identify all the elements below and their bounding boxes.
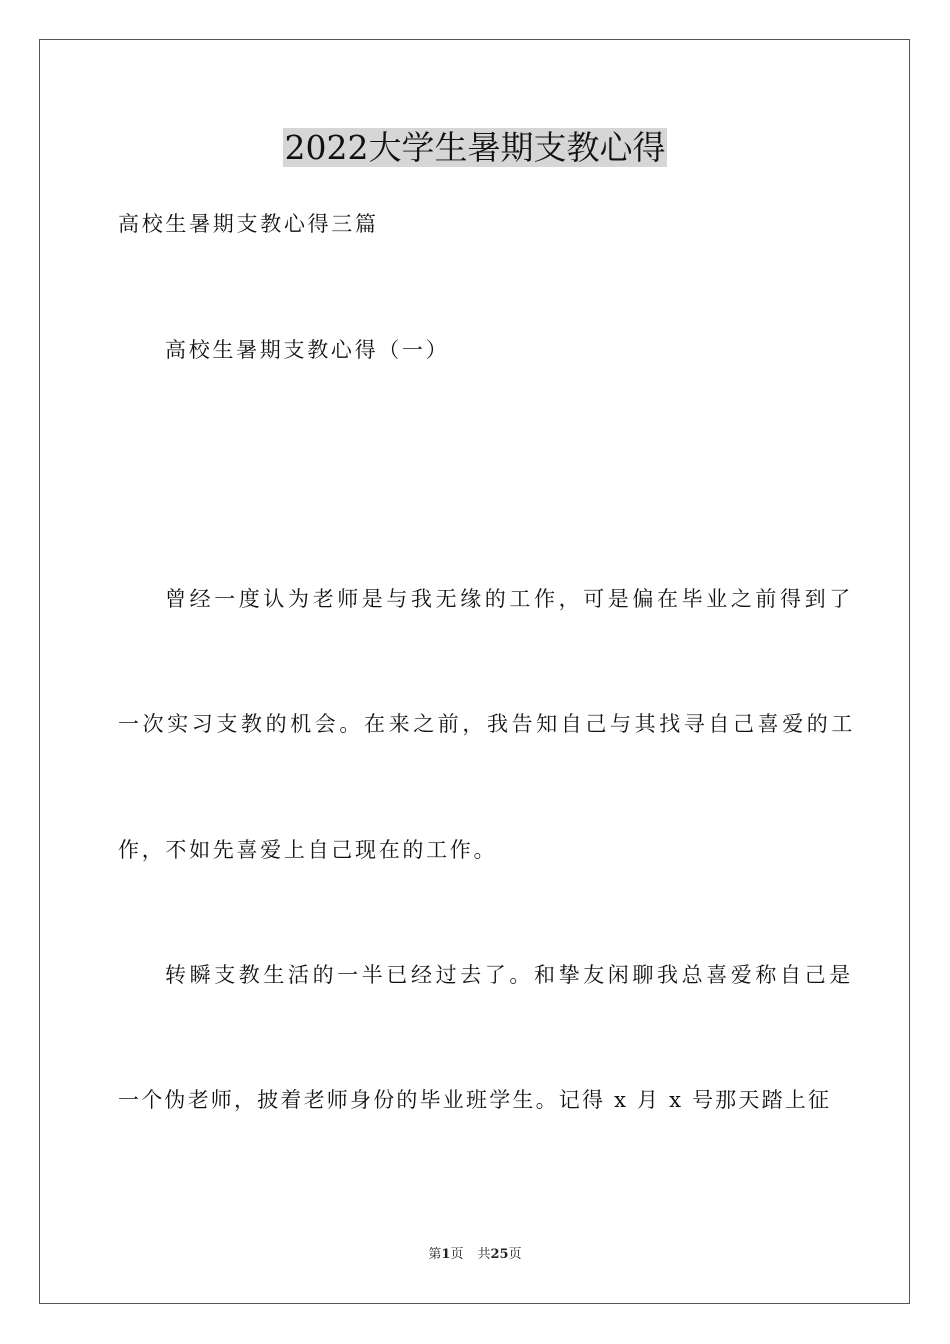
paragraph-line: 一次实习支教的机会。在来之前，我告知自己与其找寻自己喜爱的工 [118, 712, 856, 736]
paragraph-line: 转瞬支教生活的一半已经过去了。和挚友闲聊我总喜爱称自己是 [165, 963, 854, 987]
footer-total-suffix: 页 [508, 1247, 522, 1262]
page-footer [0, 1245, 950, 1265]
document-subtitle: 高校生暑期支教心得三篇 [118, 212, 379, 236]
paragraph-line: 曾经一度认为老师是与我无缘的工作，可是偏在毕业之前得到了 [165, 587, 854, 611]
paragraph-line: 作，不如先喜爱上自己现在的工作。 [118, 838, 498, 862]
footer-page-prefix: 第 [428, 1247, 442, 1262]
section-heading: 高校生暑期支教心得（一） [165, 338, 450, 362]
footer-page-suffix: 页 [450, 1247, 464, 1262]
footer-total-prefix: 共 [477, 1247, 491, 1262]
document-title-text: 2022大学生暑期支教心得 [284, 128, 666, 167]
footer-total-pages: 25 [490, 1247, 509, 1262]
footer-page-number: 1 [441, 1247, 451, 1262]
paragraph-line: 一个伪老师，披着老师身份的毕业班学生。记得 x 月 x 号那天踏上征 [118, 1088, 832, 1112]
document-title [0, 125, 950, 171]
